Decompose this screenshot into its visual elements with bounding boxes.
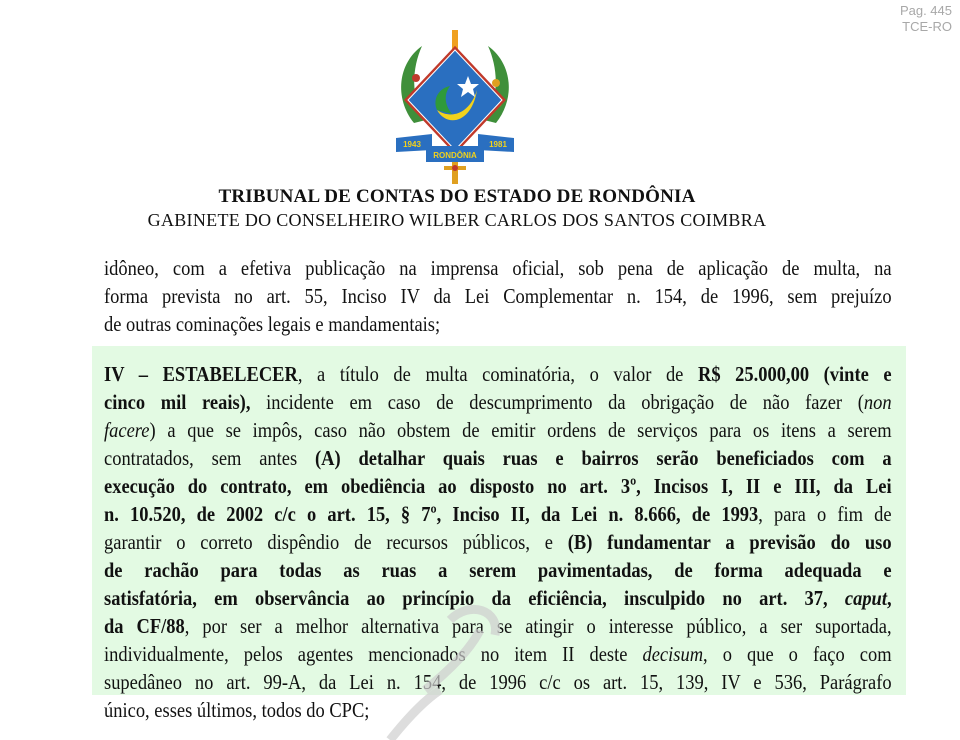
page-stamp: [900, 3, 952, 35]
text-line: [104, 282, 892, 310]
text-segment: único, esses últimos, todos do CPC;: [104, 698, 370, 722]
text-line: [104, 584, 892, 612]
bold-text: n. 10.520, de 2002 c/c o art. 15, § 7º, Inciso II, da Lei n. 8.666, de 1993: [104, 502, 759, 526]
svg-text:1981: 1981: [489, 140, 507, 149]
bold-text: satisfatória, em observância ao princípio da eficiência, insculpido no art. 37,: [104, 586, 845, 610]
text-line: [104, 310, 892, 338]
italic-text: decisum: [642, 642, 704, 666]
text-segment: , para o fim de: [758, 502, 892, 526]
text-line: [104, 254, 892, 282]
bold-text: R$ 25.000,00 (vinte e: [697, 362, 892, 386]
text-segment: individualmente, pelos agentes mencionados no item II deste: [104, 642, 643, 666]
rondonia-coat-of-arms-logo: [392, 28, 518, 188]
svg-text:RONDÔNIA: RONDÔNIA: [433, 151, 477, 160]
text-segment: ) a que se impôs, caso não obstem de emitir ordens de serviços para os itens a serem: [149, 418, 892, 442]
bold-text: da CF/88: [104, 614, 185, 638]
svg-text:1943: 1943: [403, 140, 421, 149]
text-segment: de outras cominações legais e mandamentais;: [104, 312, 441, 336]
text-line: [104, 528, 892, 556]
text-line: [104, 668, 892, 696]
text-segment: , a título de multa cominatória, o valor de: [297, 362, 698, 386]
bold-text: cinco mil reais),: [104, 390, 251, 414]
bold-text: execução do contrato, em obediência ao disposto no art. 3º, Incisos I, II e III, da Lei: [104, 474, 892, 498]
document-subtitle: GABINETE DO CONSELHEIRO WILBER CARLOS DOS SANTOS COIMBRA: [147, 210, 767, 230]
text-segment: contratados, sem antes: [104, 446, 316, 470]
text-segment: incidente em caso de descumprimento da obrigação de não fazer (: [250, 390, 864, 414]
bold-text: caput: [844, 586, 887, 610]
text-segment: supedâneo no art. 99-A, da Lei n. 154, de 1996 c/c os art. 15, 139, IV e 536, Parágrafo: [104, 670, 892, 694]
paragraph-continuation: [104, 254, 892, 338]
bold-text: de rachão para todas as ruas a serem pavimentadas, de forma adequada e: [104, 558, 892, 582]
text-line: [104, 696, 892, 724]
document-title: TRIBUNAL DE CONTAS DO ESTADO DE RONDÔNIA: [218, 186, 696, 207]
bold-text: (A) detalhar quais ruas e bairros serão beneficiados com a: [315, 446, 892, 470]
text-line: [104, 444, 892, 472]
text-line: [104, 612, 892, 640]
text-line: [104, 640, 892, 668]
text-line: [104, 416, 892, 444]
text-segment: , o que o faço com: [703, 642, 892, 666]
italic-text: non: [863, 390, 892, 414]
page-number: Pag. 445: [899, 3, 952, 18]
bold-text: IV – ESTABELECER: [104, 362, 298, 386]
text-line: [104, 360, 892, 388]
text-segment: idôneo, com a efetiva publicação na imprensa oficial, sob pena de aplicação de multa, na: [104, 256, 892, 280]
org-code: TCE-RO: [902, 19, 952, 34]
text-segment: forma prevista no art. 55, Inciso IV da Lei Complementar n. 154, de 1996, sem prejuízo: [104, 284, 892, 308]
bold-text: ,: [886, 586, 892, 610]
text-line: [104, 500, 892, 528]
text-segment: garantir o correto dispêndio de recursos públicos, e: [104, 530, 568, 554]
text-line: [104, 472, 892, 500]
paragraph-item-iv: [104, 360, 892, 724]
bold-text: (B) fundamentar a previsão do uso: [567, 530, 892, 554]
text-line: [104, 556, 892, 584]
italic-text: facere: [104, 418, 150, 442]
text-segment: , por ser a melhor alternativa para se atingir o interesse público, a ser suportada,: [184, 614, 892, 638]
text-line: [104, 388, 892, 416]
